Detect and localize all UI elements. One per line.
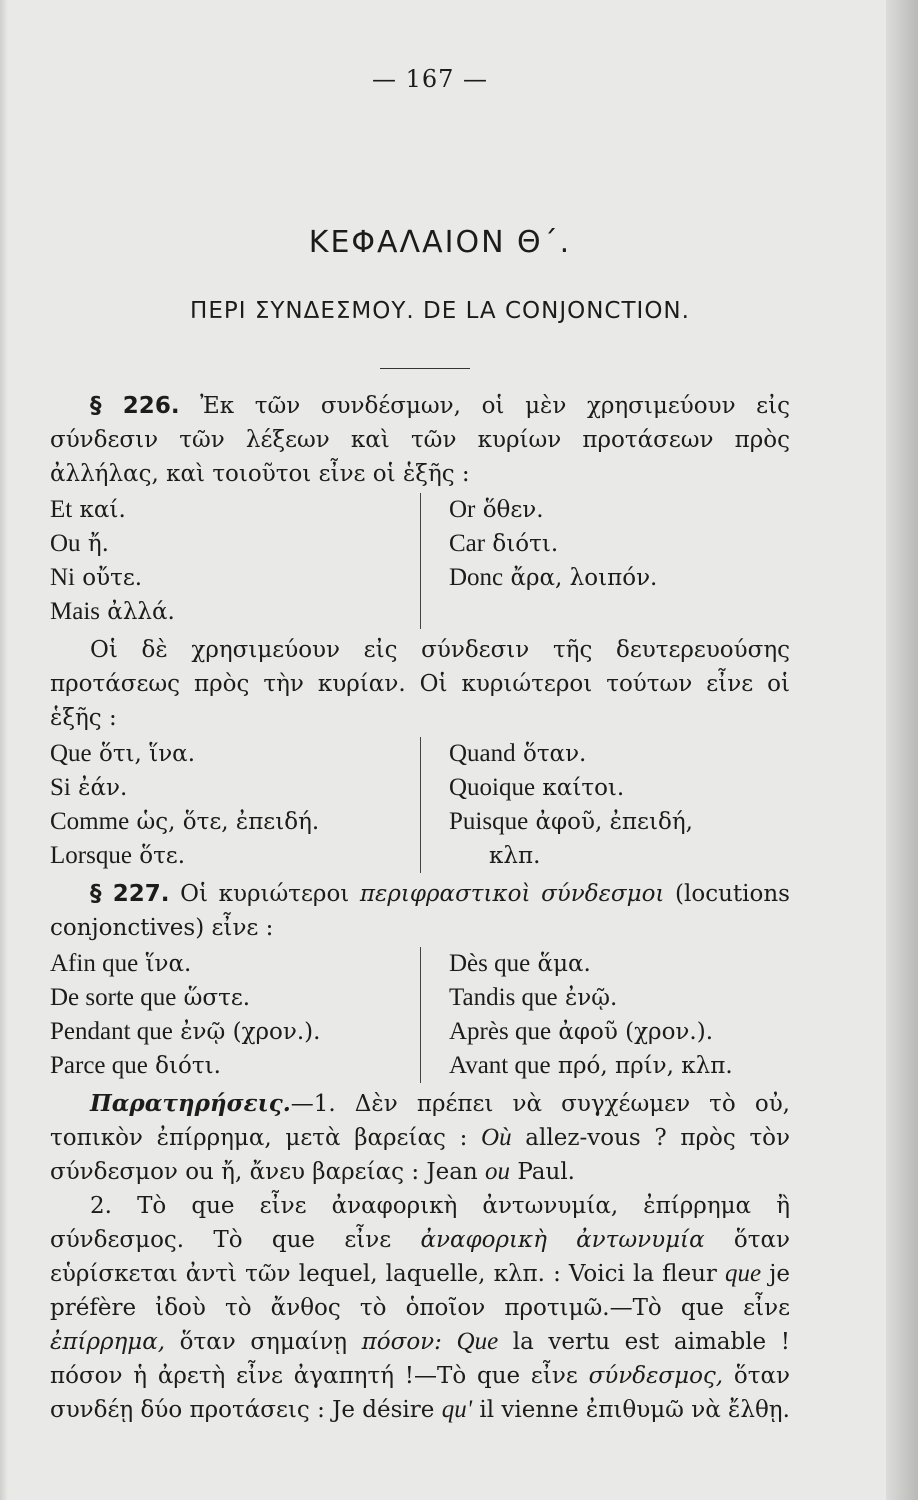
observation-text: je préfère ἰδοὺ τὸ ἄνθος τὸ ὁποῖον προτιμῶ.—Τὸ que εἶνε [50,1261,790,1321]
table-row [50,947,420,981]
table-row [449,493,790,527]
subordinating-conjunctions-table [50,737,790,873]
table-row [449,561,790,595]
greek-term: καίτοι. [535,775,625,801]
greek-term: ὅτι, ἵνα. [91,741,196,767]
greek-term: διότι. [147,1053,221,1079]
table-row [50,561,420,595]
table-row [50,595,420,629]
greek-term: κλπ. [489,843,541,869]
greek-term: ἄρα, λοιπόν. [503,565,658,591]
observation-example: que [725,1260,762,1287]
book-page [50,62,790,1427]
observation-text: Paul. [510,1159,575,1185]
coordinating-conjunctions-table [50,493,790,629]
observation-text: —1. Δὲν πρέπει νὰ συγχέωμεν τὸ οὐ, τοπικὸν ἐπίρρημα, μετὰ βαρείας : [50,1091,790,1151]
french-term: Que [50,740,92,767]
observation-term: ἐπίρρημα, [50,1329,166,1355]
table-column-right [420,737,790,873]
table-column-left [50,493,420,629]
section-text: (locutions conjonctives) εἶνε : [50,881,790,941]
observation-text [442,1329,457,1355]
observation-text: la vertu est aimable ! πόσον ἡ ἀρετὴ εἶνε ἀγαπητή !—Τὸ que εἶνε [50,1329,790,1389]
observation-example: ou [485,1158,511,1185]
observation-text: ὅταν εὑρίσκεται ἀντὶ τῶν lequel, laquelle, κλπ. : Voici la fleur [50,1227,790,1287]
scan-right-edge [886,0,918,1500]
table-row [449,737,790,771]
table-row [449,771,790,805]
section-227-intro [50,877,790,945]
greek-term: ἐνῷ (χρον.). [172,1019,321,1045]
section-number: § 226. [90,393,180,419]
observation-term: πόσον: [361,1329,442,1355]
chapter-title: ΚΕΦΑΛΑΙΟΝ Θ΄. [308,225,572,260]
greek-term: ὅταν. [515,741,587,767]
greek-term: ὥστε. [176,985,251,1011]
table-row [449,805,790,839]
table-row [50,527,420,561]
french-term: Ni [50,564,75,591]
french-term: Mais [50,598,100,625]
greek-term: ἐνῷ. [557,985,618,1011]
french-term: Car [449,530,486,557]
observation-term: σύνδεσμος, [588,1363,724,1389]
observations-title: Παρατηρήσεις. [90,1090,291,1117]
table-column-right [420,493,790,629]
table-row [449,1049,790,1083]
french-term: Quand [449,740,516,767]
section-text: Ἐκ τῶν συνδέσμων, οἱ μὲν χρησιμεύουν εἰς σύνδεσιν τῶν λέξεων καὶ τῶν κυρίων προτάσεων πρὸς ἀλλήλας, καὶ τοιοῦτοι εἶνε οἱ ἑξῆς : [50,393,790,487]
table-column-left [50,737,420,873]
table-row [50,493,420,527]
section-term: περιφραστικοὶ σύνδεσμοι [359,881,665,907]
greek-term: καί. [72,497,126,523]
greek-term: οὔτε. [75,565,143,591]
chapter-subtitle: ΠΕΡΙ ΣΥΝΔΕΣΜΟΥ. DE LA CONJONCTION. [190,298,690,324]
french-term: De sorte que [50,984,177,1011]
observation-example: qu' [441,1396,473,1423]
conjunctive-locutions-table [50,947,790,1083]
french-term: Avant que [449,1052,551,1079]
table-row [50,737,420,771]
observation-example: Où [481,1124,512,1151]
table-row [449,527,790,561]
observation-text: ὅταν σημαίνῃ [165,1329,362,1355]
table-column-left [50,947,420,1083]
observation-example: Que [456,1328,499,1355]
observation-2 [50,1189,790,1427]
french-term: Lorsque [50,842,132,869]
greek-term: ἵνα. [138,951,192,977]
french-term: Quoique [449,774,536,801]
greek-term: ὅθεν. [475,497,544,523]
scan-left-edge [0,0,8,1500]
french-term: Or [449,496,476,523]
french-term: Tandis que [449,984,558,1011]
table-row [50,981,420,1015]
french-term: Puisque [449,808,529,835]
table-row [449,981,790,1015]
table-row [50,805,420,839]
section-226-intro [50,389,790,491]
french-term: Dès que [449,950,531,977]
french-term: Si [50,774,71,801]
table-row [50,1049,420,1083]
greek-term: διότι. [485,531,559,557]
greek-term: ὅτε. [131,843,186,869]
section-text: Οἱ κυριώτεροι [169,881,360,907]
greek-term: πρό, πρίν, κλπ. [550,1053,733,1079]
table-row [50,771,420,805]
table-row [449,1015,790,1049]
observation-text: 2. Τὸ que εἶνε ἀναφορικὴ ἀντωνυμία, ἐπίρρημα ἢ σύνδεσμος. Τὸ que εἶνε [50,1193,790,1253]
table-row [50,839,420,873]
table-row [449,947,790,981]
table-column-right [420,947,790,1083]
greek-term: ἀλλά. [100,599,175,625]
observation-text: allez-vous ? πρὸς τὸν σύνδεσμον ou ἤ, ἄνευ βαρείας : Jean [50,1125,790,1185]
french-term: Après que [449,1018,552,1045]
observation-text: ὅταν συνδέῃ δύο προτάσεις : Je désire [50,1363,790,1423]
observation-text: il vienne ἐπιθυμῶ νὰ ἔλθῃ. [472,1397,790,1423]
greek-term: ἤ. [80,531,109,557]
french-term: Ou [50,530,81,557]
greek-term: ἅμα. [530,951,591,977]
table-row [449,839,790,873]
french-term: Et [50,496,73,523]
title-rule [380,368,470,369]
french-term: Donc [449,564,504,591]
greek-term: ἐάν. [70,775,128,801]
section-number: § 227. [90,881,170,907]
observation-1 [50,1087,790,1189]
french-term: Comme [50,808,130,835]
greek-term: ὡς, ὅτε, ἐπειδή. [129,809,320,835]
section-226-middle: Οἱ δὲ χρησιμεύουν εἰς σύνδεσιν τῆς δευτερευούσης προτάσεως πρὸς τὴν κυρίαν. Οἱ κυριώτεροι τούτων εἶνε οἱ ἑξῆς : [50,637,790,731]
greek-term: ἀφοῦ, ἐπειδή, [528,809,693,835]
french-term: Parce que [50,1052,148,1079]
french-term: Pendant que [50,1018,173,1045]
table-row [50,1015,420,1049]
page-number: — 167 — [371,65,489,93]
greek-term: ἀφοῦ (χρον.). [551,1019,714,1045]
observation-term: ἀναφορικὴ ἀντωνυμία [420,1227,705,1253]
french-term: Afin que [50,950,139,977]
